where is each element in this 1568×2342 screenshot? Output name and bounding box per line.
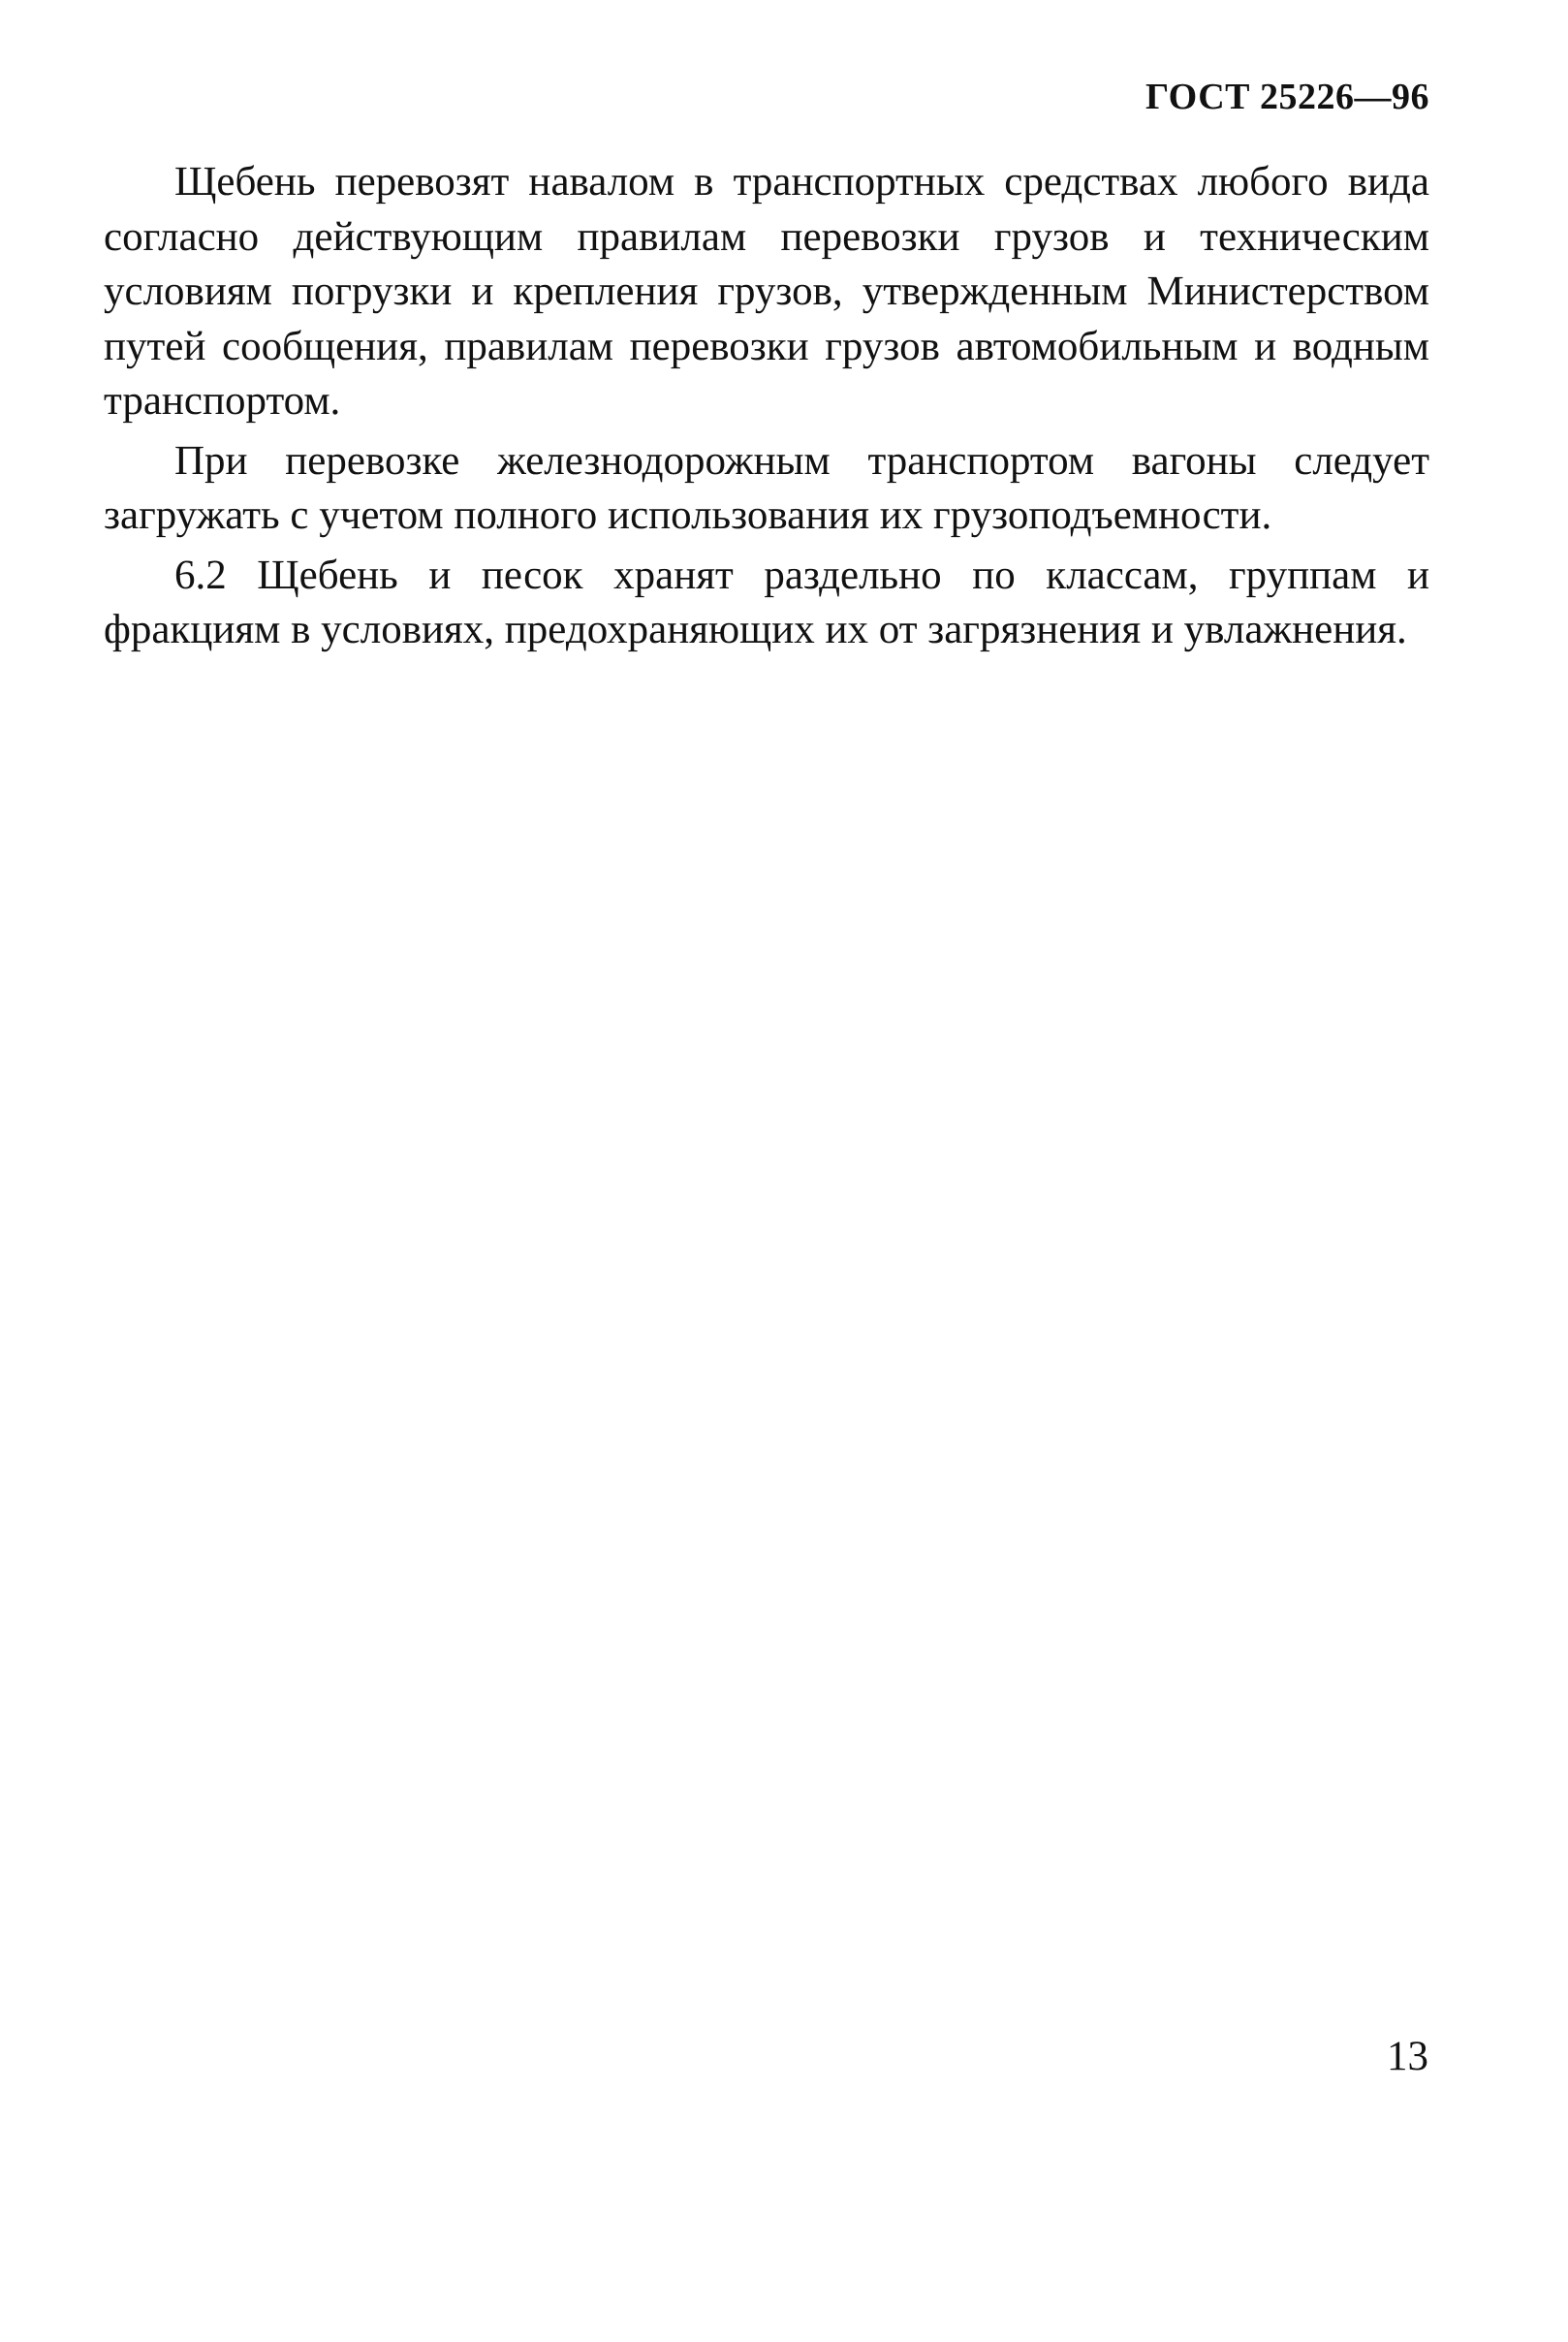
document-code-header: ГОСТ 25226—96 — [1145, 77, 1429, 117]
paragraph-transport-bulk: Щебень перевозят навалом в транспортных средствах любого вида согласно действующим правилам перевозки грузов и техническим условиям погрузки и крепления грузов, утвержденным Министерством путей сообщения, правилам перевозки грузов автомобильным и водным транспортом. — [104, 159, 1429, 424]
paragraph-railway-loading: При перевозке железнодорожным транспортом вагоны следует загружать с учетом полного использования их грузоподъемности. — [104, 437, 1429, 538]
paragraph-storage: 6.2 Щебень и песок хранят раздельно по классам, группам и фракциям в условиях, предохраняющих их от загрязнения и увлажнения. — [104, 552, 1429, 652]
page-number: 13 — [1387, 2034, 1428, 2079]
body-text — [104, 155, 1429, 663]
